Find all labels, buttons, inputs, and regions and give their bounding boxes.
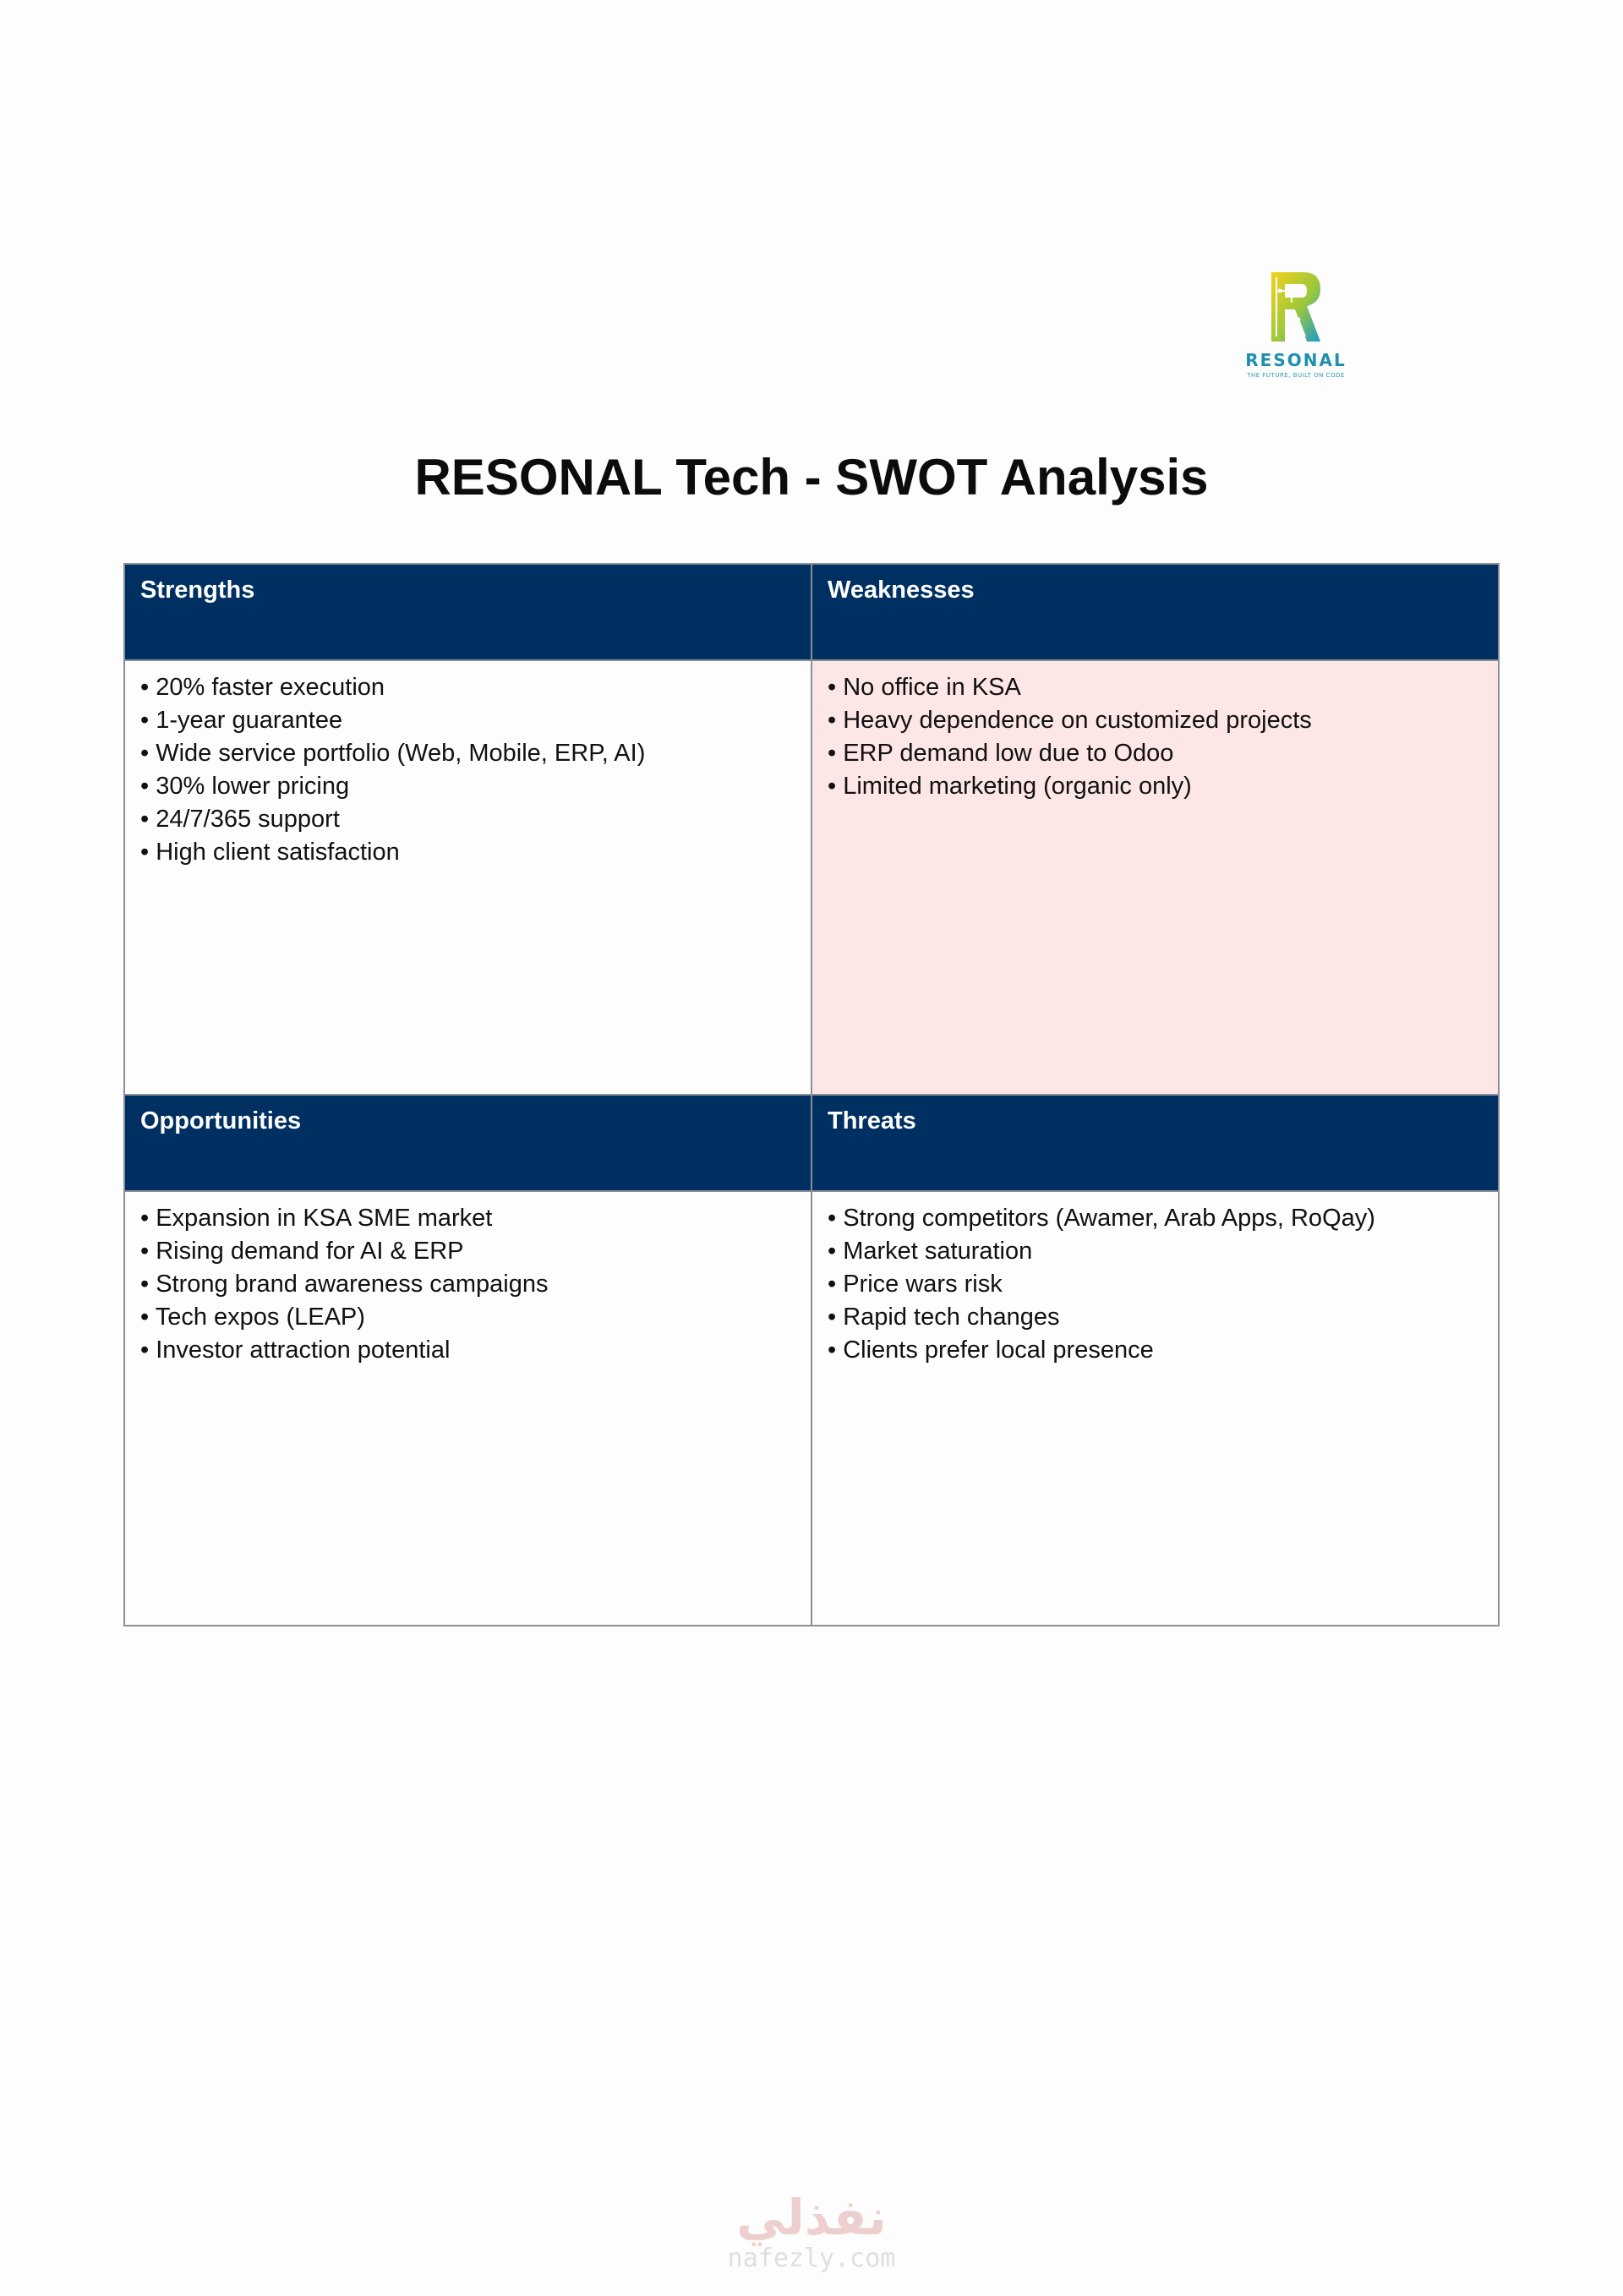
watermark-arabic: نفذلي xyxy=(736,2189,887,2246)
strengths-cell xyxy=(124,660,812,1095)
list-item: • Tech expos (LEAP) xyxy=(140,1301,795,1334)
list-item: • Clients prefer local presence xyxy=(828,1334,1483,1367)
list-item: • 1-year guarantee xyxy=(140,704,795,737)
logo-wordmark: RESONAL xyxy=(1245,350,1347,370)
list-item: • 30% lower pricing xyxy=(140,770,795,803)
swot-table xyxy=(123,563,1500,1626)
list-item: • High client satisfaction xyxy=(140,836,795,869)
strengths-header: Strengths xyxy=(124,564,812,660)
resonal-r-logo-icon xyxy=(1266,269,1325,345)
list-item: • Rapid tech changes xyxy=(828,1301,1483,1334)
weaknesses-cell xyxy=(812,660,1499,1095)
list-item: • Wide service portfolio (Web, Mobile, ERP, AI) xyxy=(140,737,795,770)
threats-cell xyxy=(812,1191,1499,1626)
threats-list xyxy=(828,1202,1483,1367)
opportunities-header: Opportunities xyxy=(124,1095,812,1191)
threats-header: Threats xyxy=(812,1095,1499,1191)
list-item: • 24/7/365 support xyxy=(140,803,795,836)
watermark xyxy=(0,2189,1623,2272)
list-item: • Rising demand for AI & ERP xyxy=(140,1235,795,1268)
weaknesses-list xyxy=(828,671,1483,803)
weaknesses-header: Weaknesses xyxy=(812,564,1499,660)
list-item: • Strong brand awareness campaigns xyxy=(140,1268,795,1301)
list-item: • Strong competitors (Awamer, Arab Apps, RoQay) xyxy=(828,1202,1483,1235)
list-item: • Price wars risk xyxy=(828,1268,1483,1301)
company-logo xyxy=(1241,269,1351,396)
list-item: • No office in KSA xyxy=(828,671,1483,704)
opportunities-cell xyxy=(124,1191,812,1626)
opportunities-list xyxy=(140,1202,795,1367)
list-item: • Heavy dependence on customized projects xyxy=(828,704,1483,737)
page-title: RESONAL Tech - SWOT Analysis xyxy=(414,449,1209,506)
strengths-list xyxy=(140,671,795,869)
list-item: • Market saturation xyxy=(828,1235,1483,1268)
list-item: • Limited marketing (organic only) xyxy=(828,770,1483,803)
list-item: • Investor attraction potential xyxy=(140,1334,795,1367)
logo-tagline: THE FUTURE, BUILT ON CODE xyxy=(1247,372,1345,379)
list-item: • ERP demand low due to Odoo xyxy=(828,737,1483,770)
list-item: • Expansion in KSA SME market xyxy=(140,1202,795,1235)
list-item: • 20% faster execution xyxy=(140,671,795,704)
watermark-latin: nafezly.com xyxy=(727,2244,896,2273)
